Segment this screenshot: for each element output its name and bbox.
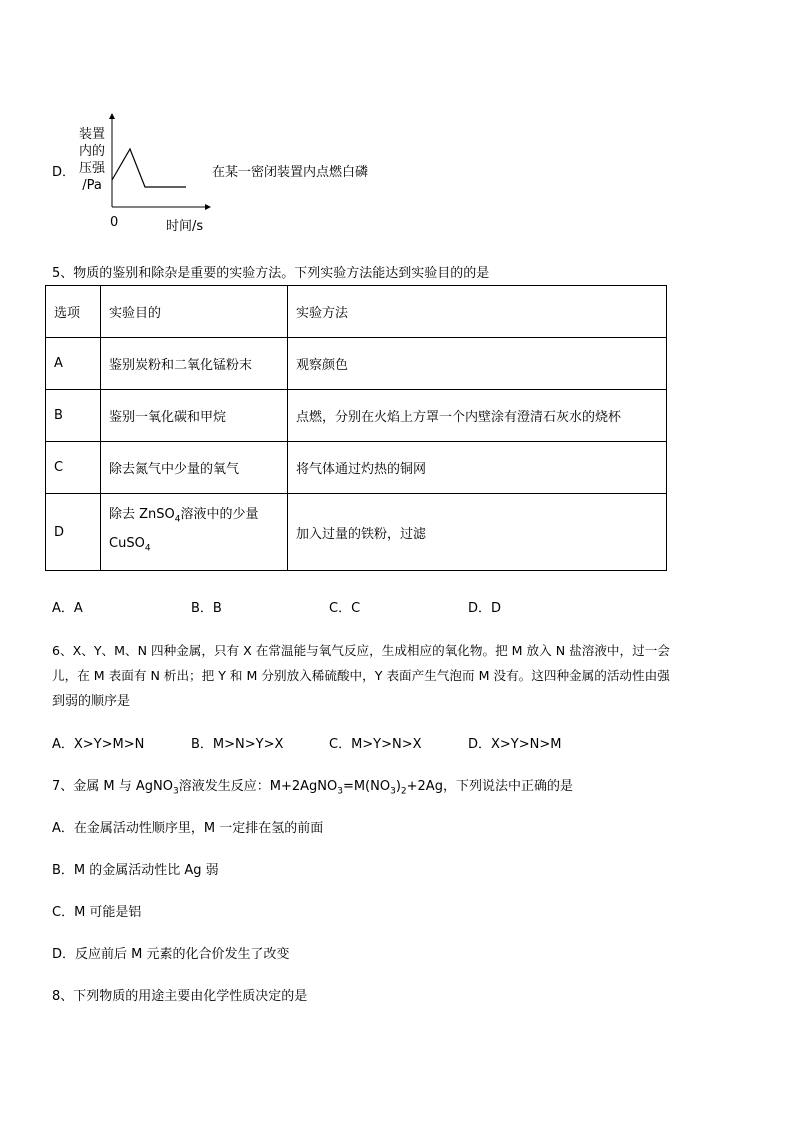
q4-option-d-label: D． bbox=[52, 165, 76, 180]
q5-option-a[interactable]: A．A bbox=[52, 601, 83, 616]
table-header-row bbox=[46, 286, 667, 338]
method-cell: 加入过量的铁粉，过滤 bbox=[288, 494, 667, 571]
q5-option-d[interactable]: D．D bbox=[468, 601, 502, 616]
q7-option-a[interactable]: A．在金属活动性顺序里，M 一定排在氢的前面 bbox=[52, 821, 324, 836]
option-cell: C bbox=[46, 442, 101, 494]
goal-text: 溶液中的少量 bbox=[180, 507, 259, 523]
y-label-line: 内的 bbox=[79, 144, 106, 159]
method-cell: 点燃，分别在火焰上方罩一个内壁涂有澄清石灰水的烧杯 bbox=[288, 390, 667, 442]
goal-cell: 除去氮气中少量的氧气 bbox=[101, 442, 288, 494]
q7-subscript: 3 bbox=[173, 786, 179, 797]
q7-stem bbox=[52, 775, 573, 797]
q7-option-c[interactable]: C．M 可能是铝 bbox=[52, 905, 142, 920]
q8-stem: 8、下列物质的用途主要由化学性质决定的是 bbox=[52, 989, 308, 1004]
table-row bbox=[46, 442, 667, 494]
q6-stem-line3: 到弱的顺序是 bbox=[52, 694, 131, 709]
q6-option-b[interactable]: B．M>N>Y>X bbox=[191, 737, 284, 752]
q7-subscript: 3 bbox=[390, 786, 396, 797]
q7-stem-text: 7、金属 M 与 AgNO bbox=[52, 779, 173, 794]
goal-cell: 鉴别一氧化碳和甲烷 bbox=[101, 390, 288, 442]
q5-option-b[interactable]: B．B bbox=[191, 601, 222, 616]
table-row bbox=[46, 338, 667, 390]
goal-subscript: 4 bbox=[174, 515, 181, 525]
y-label-line: /Pa bbox=[82, 178, 102, 193]
q6-option-c[interactable]: C．M>Y>N>X bbox=[329, 737, 422, 752]
table-row bbox=[46, 390, 667, 442]
y-label-line: 装置 bbox=[79, 127, 106, 142]
q6-option-a[interactable]: A．X>Y>M>N bbox=[52, 737, 145, 752]
q5-option-c[interactable]: C．C bbox=[329, 601, 361, 616]
header-cell: 实验目的 bbox=[101, 286, 288, 338]
goal-text: 除去 ZnSO bbox=[109, 507, 175, 523]
pressure-curve bbox=[112, 149, 186, 187]
header-cell: 实验方法 bbox=[288, 286, 667, 338]
q7-stem-text: ) bbox=[395, 779, 401, 794]
q6-stem-line1: 6、X、Y、M、N 四种金属，只有 X 在常温能与氧气反应，生成相应的氧化物。把 M 放入 N 盐溶液中，过一会 bbox=[52, 643, 670, 658]
option-cell: A bbox=[46, 338, 101, 390]
q7-stem-text: 溶液发生反应：M+2AgNO bbox=[178, 779, 338, 794]
q7-option-b[interactable]: B．M 的金属活动性比 Ag 弱 bbox=[52, 863, 219, 878]
q4-option-d-caption: 在某一密闭装置内点燃白磷 bbox=[212, 165, 369, 180]
q7-subscript: 2 bbox=[400, 786, 407, 797]
graph-origin-label: 0 bbox=[110, 215, 119, 230]
goal-subscript: 4 bbox=[144, 543, 151, 554]
q6-stem-line2: 儿，在 M 表面有 N 析出；把 Y 和 M 分别放入稀硫酸中，Y 表面产生气泡而 M 没有。这四种金属的活动性由强 bbox=[52, 668, 670, 683]
goal-cell: 鉴别炭粉和二氧化锰粉末 bbox=[101, 338, 288, 390]
q7-subscript: 3 bbox=[337, 786, 343, 797]
y-label-line: 压强 bbox=[79, 161, 106, 176]
graph-x-axis-label: 时间/s bbox=[166, 219, 204, 234]
q7-stem-text: =M(NO bbox=[342, 779, 391, 794]
method-cell: 将气体通过灼热的铜网 bbox=[288, 442, 667, 494]
table-row bbox=[46, 494, 667, 571]
pressure-time-graph bbox=[48, 112, 218, 237]
q6-option-d[interactable]: D．X>Y>N>M bbox=[468, 737, 562, 752]
header-cell: 选项 bbox=[46, 286, 101, 338]
q5-stem: 5、物质的鉴别和除杂是重要的实验方法。下列实验方法能达到实验目的的是 bbox=[52, 266, 490, 281]
goal-cell bbox=[101, 494, 288, 571]
method-cell: 观察颜色 bbox=[288, 338, 667, 390]
q7-stem-text: +2Ag，下列说法中正确的是 bbox=[406, 779, 573, 794]
q7-option-d[interactable]: D．反应前后 M 元素的化合价发生了改变 bbox=[52, 947, 290, 962]
option-cell: D bbox=[46, 494, 101, 571]
q5-table bbox=[45, 285, 667, 571]
goal-text: CuSO bbox=[109, 536, 145, 551]
option-cell: B bbox=[46, 390, 101, 442]
